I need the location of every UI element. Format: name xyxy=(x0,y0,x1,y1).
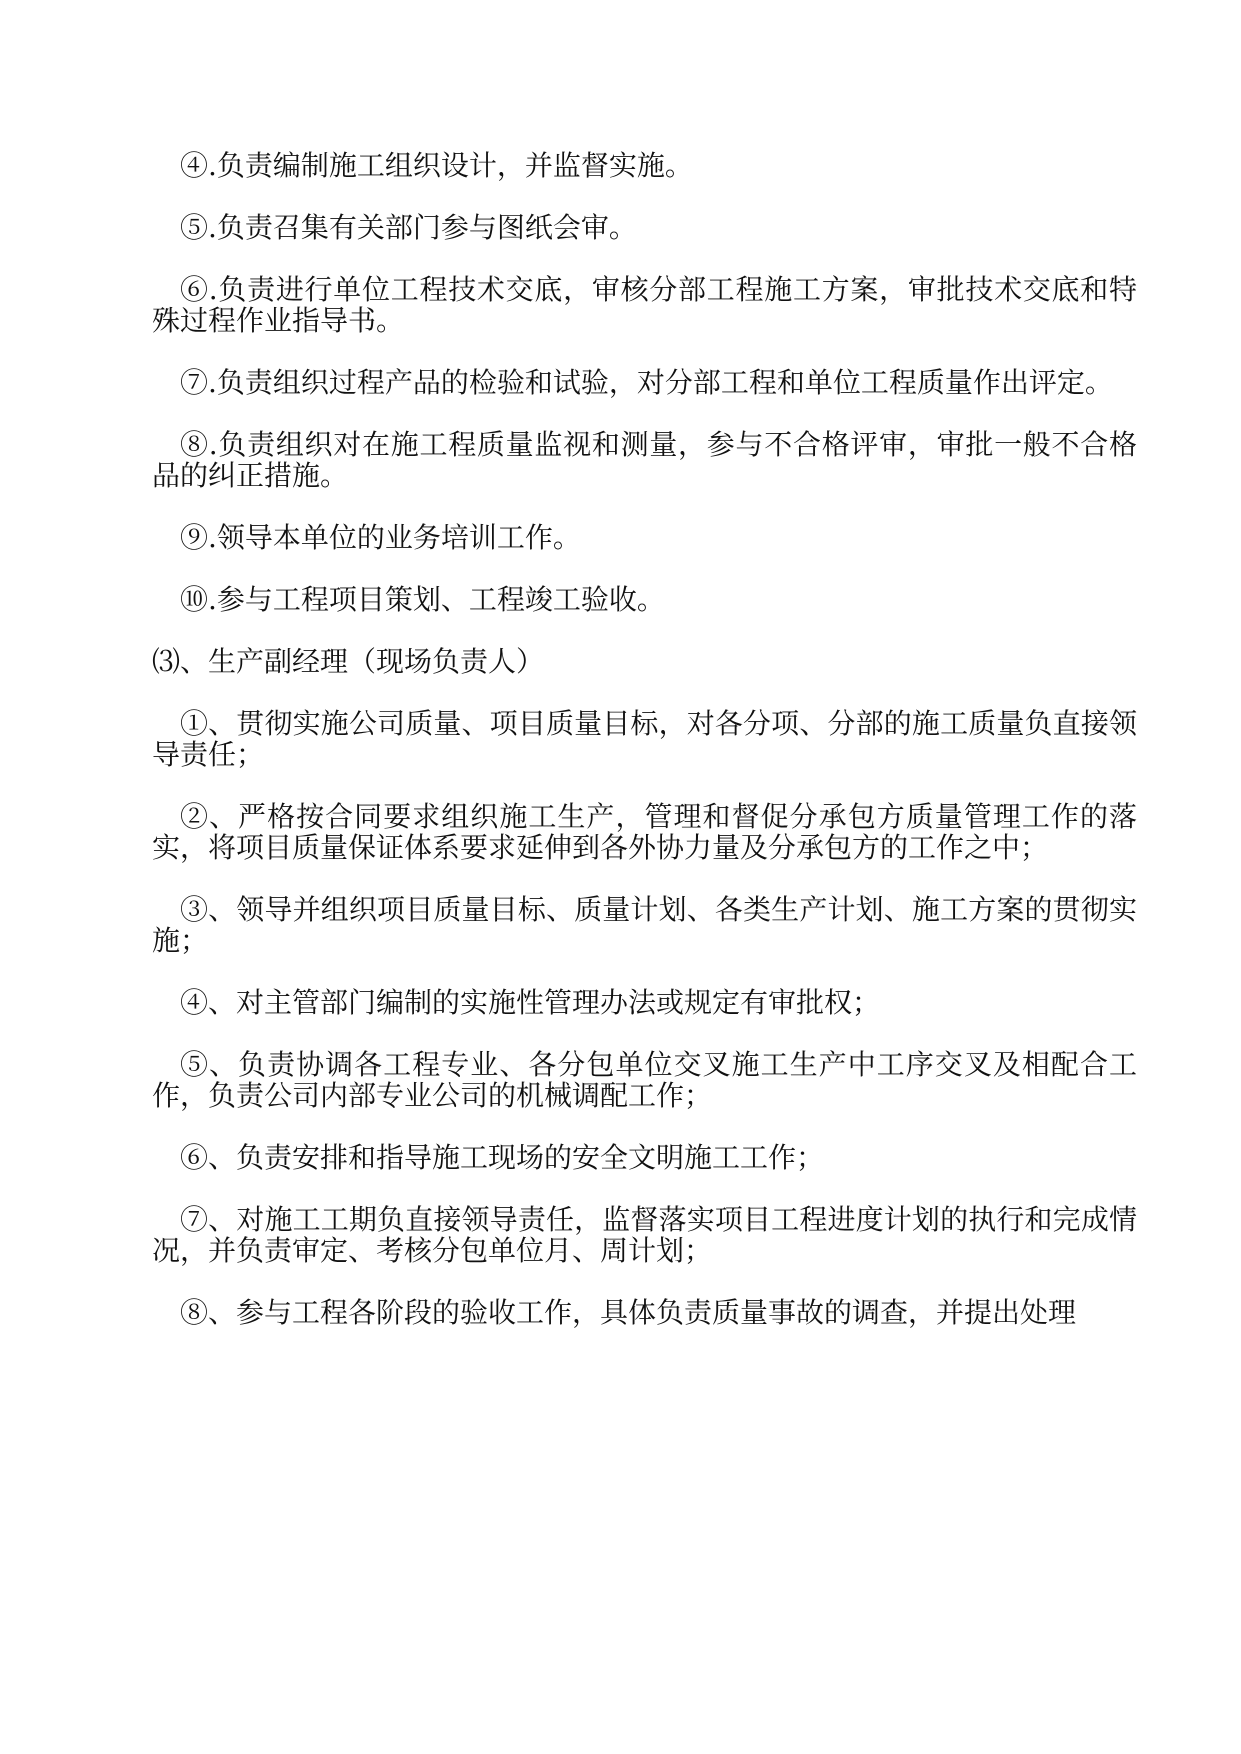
duty-item-1: ①、贯彻实施公司质量、项目质量目标，对各分项、分部的施工质量负直接领导责任； xyxy=(152,707,1137,771)
paragraph-item-5: ⑤.负责召集有关部门参与图纸会审。 xyxy=(180,211,637,244)
duty-item-4: ④、对主管部门编制的实施性管理办法或规定有审批权； xyxy=(180,986,881,1019)
paragraph-item-8: ⑧.负责组织对在施工程质量监视和测量，参与不合格评审，审批一般不合格品的纠正措施。 xyxy=(152,428,1137,492)
duty-item-6: ⑥、负责安排和指导施工现场的安全文明施工工作； xyxy=(180,1141,825,1174)
duty-item-5: ⑤、负责协调各工程专业、各分包单位交叉施工生产中工序交叉及相配合工作，负责公司内部专业公司的机械调配工作； xyxy=(152,1048,1137,1112)
duty-item-2: ②、严格按合同要求组织施工生产，管理和督促分承包方质量管理工作的落实，将项目质量保证体系要求延伸到各外协力量及分承包方的工作之中； xyxy=(152,800,1137,864)
paragraph-item-6: ⑥.负责进行单位工程技术交底，审核分部工程施工方案，审批技术交底和特殊过程作业指导书。 xyxy=(152,273,1137,337)
document-body xyxy=(152,150,1137,1359)
paragraph-item-7: ⑦.负责组织过程产品的检验和试验，对分部工程和单位工程质量作出评定。 xyxy=(180,366,1113,399)
duty-item-3: ③、领导并组织项目质量目标、质量计划、各类生产计划、施工方案的贯彻实施； xyxy=(152,893,1137,957)
duty-item-8: ⑧、参与工程各阶段的验收工作，具体负责质量事故的调查，并提出处理 xyxy=(180,1296,1077,1329)
paragraph-item-4: ④.负责编制施工组织设计，并监督实施。 xyxy=(180,149,693,182)
paragraph-item-10: ⑩.参与工程项目策划、工程竣工验收。 xyxy=(180,583,665,616)
section-heading: ⑶、生产副经理（现场负责人） xyxy=(152,645,545,678)
duty-item-7: ⑦、对施工工期负直接领导责任，监督落实项目工程进度计划的执行和完成情况，并负责审定、考核分包单位月、周计划； xyxy=(152,1203,1137,1267)
paragraph-item-9: ⑨.领导本单位的业务培训工作。 xyxy=(180,521,581,554)
